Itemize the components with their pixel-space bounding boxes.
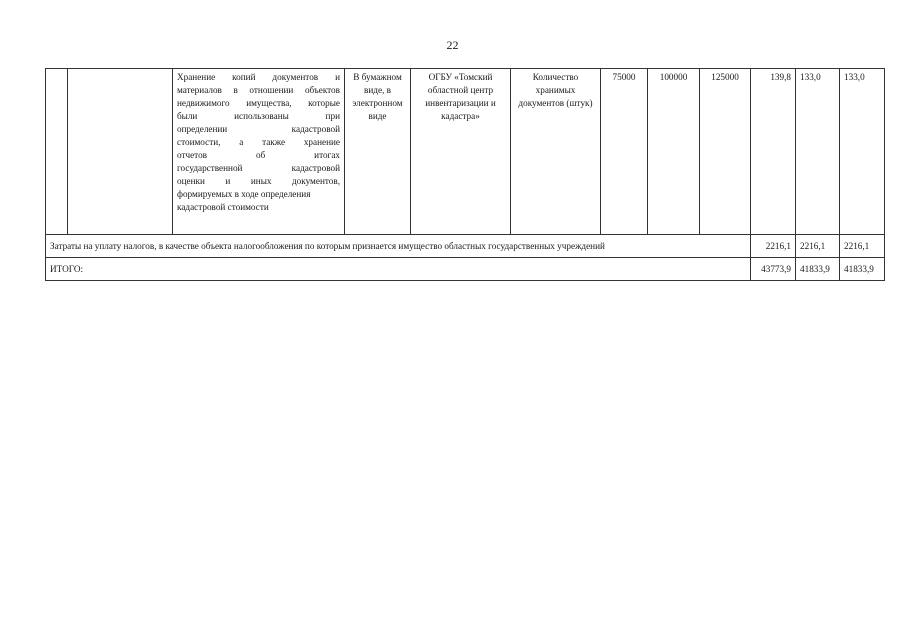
- total-cost-3: 41833,9: [840, 258, 885, 281]
- description-line: материалов в отношении объектов: [177, 85, 340, 95]
- cell-cost-1: 139,8: [751, 69, 796, 235]
- description-line: были использованы при: [177, 111, 340, 121]
- description-line: формируемых в ходе определения: [177, 189, 311, 199]
- cell-service-name: [68, 69, 173, 235]
- description-line: стоимости, а также хранение: [177, 137, 340, 147]
- description-line: государственной кадастровой: [177, 163, 340, 173]
- cell-cost-3: 133,0: [840, 69, 885, 235]
- cell-volume-3: 125000: [700, 69, 751, 235]
- description-line: Хранение копий документов и: [177, 72, 340, 82]
- tax-cost-2: 2216,1: [796, 235, 840, 258]
- tax-cost-3: 2216,1: [840, 235, 885, 258]
- description-line: отчетов об итогах: [177, 150, 340, 160]
- total-cost-2: 41833,9: [796, 258, 840, 281]
- tax-row: [46, 235, 885, 258]
- cell-description: [173, 69, 345, 235]
- tax-row-label: Затраты на уплату налогов, в качестве объекта налогообложения по которым признается имущество областных государственных учреждений: [46, 235, 751, 258]
- tax-cost-1: 2216,1: [751, 235, 796, 258]
- page-number: 22: [446, 38, 459, 52]
- description-line: определении кадастровой: [177, 124, 340, 134]
- total-row-label: ИТОГО:: [46, 258, 751, 281]
- description-line: недвижимого имущества, которые: [177, 98, 340, 108]
- cell-indicator: Количество хранимых документов (штук): [511, 69, 601, 235]
- cell-cost-2: 133,0: [796, 69, 840, 235]
- cell-number: [46, 69, 68, 235]
- table-row: [46, 69, 885, 235]
- total-row: [46, 258, 885, 281]
- cell-form: В бумажном виде, в электронном виде: [345, 69, 411, 235]
- cell-executor: ОГБУ «Томский областной центр инвентаризации и кадастра»: [411, 69, 511, 235]
- budget-table: [45, 68, 885, 281]
- description-line: кадастровой стоимости: [177, 202, 269, 212]
- cell-volume-2: 100000: [648, 69, 700, 235]
- total-cost-1: 43773,9: [751, 258, 796, 281]
- description-line: оценки и иных документов,: [177, 176, 340, 186]
- cell-volume-1: 75000: [601, 69, 648, 235]
